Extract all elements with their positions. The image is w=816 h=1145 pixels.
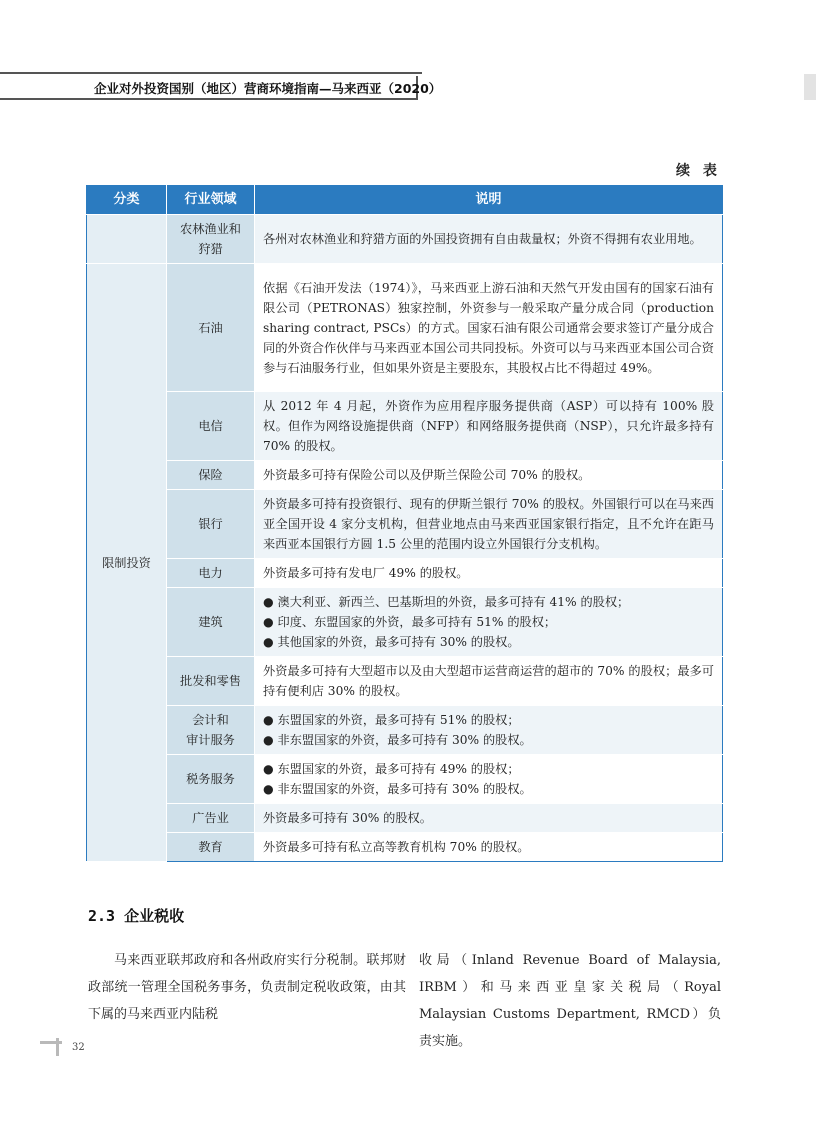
- table-row: [87, 657, 723, 706]
- header-category: 分类: [87, 186, 167, 215]
- paragraph-right-column: 收局（Inland Revenue Board of Malaysia, IRBM）和马来西亚皇家关税局（Royal Malaysian Customs Department, RMCD）负责实施。: [419, 953, 721, 1049]
- footer-flag-icon: [40, 1038, 68, 1056]
- table-row: [87, 559, 723, 588]
- sector-cell: [167, 706, 255, 755]
- sector-cell: 建筑: [167, 588, 255, 657]
- table-header-row: [87, 186, 723, 215]
- category-cell-empty: [87, 215, 167, 264]
- description-cell: [255, 588, 723, 657]
- bullet-item: ● 其他国家的外资，最多可持有 30% 的股权。: [263, 635, 520, 649]
- description-cell: [255, 755, 723, 804]
- table-row: [87, 215, 723, 264]
- table-row: [87, 392, 723, 461]
- header-description: 说明: [255, 186, 723, 215]
- bullet-item: ● 澳大利亚、新西兰、巴基斯坦的外资，最多可持有 41% 的股权；: [263, 595, 630, 609]
- table-row: [87, 588, 723, 657]
- section-heading: 2.3 企业税收: [88, 907, 185, 925]
- description-cell: 外资最多可持有大型超市以及由大型超市运营商运营的超市的 70% 的股权；最多可持有便利店 30% 的股权。: [255, 657, 723, 706]
- sector-cell: 电力: [167, 559, 255, 588]
- description-cell: 从 2012 年 4 月起，外资作为应用程序服务提供商（ASP）可以持有 100% 股权。但作为网络设施提供商（NFP）和网络服务提供商（NSP），只允许最多持有 70% 的股权。: [255, 392, 723, 461]
- sector-cell: 农林渔业和狩猎: [167, 215, 255, 264]
- paragraph-left-column: 马来西亚联邦政府和各州政府实行分税制。联邦财政部统一管理全国税务事务，负责制定税收政策，由其下属的马来西亚内陆税: [88, 953, 406, 1022]
- table-row: [87, 755, 723, 804]
- table-row: [87, 833, 723, 862]
- sector-cell: 批发和零售: [167, 657, 255, 706]
- bullet-item: ● 东盟国家的外资，最多可持有 49% 的股权；: [263, 762, 520, 776]
- table-row: [87, 706, 723, 755]
- description-cell: 外资最多可持有保险公司以及伊斯兰保险公司 70% 的股权。: [255, 461, 723, 490]
- sector-line: 会计和: [192, 713, 229, 727]
- sector-line: 审计服务: [186, 733, 235, 747]
- header-sector: 行业领域: [167, 186, 255, 215]
- description-cell: 外资最多可持有 30% 的股权。: [255, 804, 723, 833]
- page-number: 32: [72, 1042, 85, 1053]
- sector-cell: 教育: [167, 833, 255, 862]
- description-cell: [255, 706, 723, 755]
- sector-cell: 税务服务: [167, 755, 255, 804]
- table-row: [87, 461, 723, 490]
- sector-cell: 银行: [167, 490, 255, 559]
- side-tab: [804, 74, 816, 100]
- sector-cell: 石油: [167, 264, 255, 392]
- table-row: [87, 490, 723, 559]
- description-cell: 外资最多可持有私立高等教育机构 70% 的股权。: [255, 833, 723, 862]
- sector-cell: 广告业: [167, 804, 255, 833]
- sector-cell: 电信: [167, 392, 255, 461]
- description-cell: 外资最多可持有投资银行、现有的伊斯兰银行 70% 的股权。外国银行可以在马来西亚全国开设 4 家分支机构，但营业地点由马来西亚国家银行指定，且不允许在距马来西亚本国银行方圆 1.5 公里的范围内设立外国银行分支机构。: [255, 490, 723, 559]
- sector-cell: 保险: [167, 461, 255, 490]
- bullet-item: ● 非东盟国家的外资，最多可持有 30% 的股权。: [263, 782, 532, 796]
- category-cell-restricted: 限制投资: [87, 264, 167, 862]
- description-cell: 依据《石油开发法（1974）》，马来西亚上游石油和天然气开发由国有的国家石油有限公司（PETRONAS）独家控制，外资参与一般采取产量分成合同（production sharing contract, PSCs）的方式。国家石油有限公司通常会要求签订产量分成合同的外资合作伙伴与马来西亚本国公司共同投标。外资可以与马来西亚本国公司合资参与石油服务行业，但如果外资是主要股东，其股权占比不得超过 49%。: [255, 264, 723, 392]
- bullet-item: ● 东盟国家的外资，最多可持有 51% 的股权；: [263, 713, 520, 727]
- table-row: [87, 804, 723, 833]
- header-rule: [0, 72, 422, 74]
- table-row: [87, 264, 723, 392]
- bullet-item: ● 非东盟国家的外资，最多可持有 30% 的股权。: [263, 733, 532, 747]
- header-title: 企业对外投资国别（地区）营商环境指南—马来西亚（2020）: [94, 81, 442, 96]
- running-header: [0, 72, 442, 100]
- continued-label: 续 表: [676, 163, 721, 179]
- description-cell: 各州对农林渔业和狩猎方面的外国投资拥有自由裁量权；外资不得拥有农业用地。: [255, 215, 723, 264]
- description-cell: 外资最多可持有发电厂 49% 的股权。: [255, 559, 723, 588]
- bullet-item: ● 印度、东盟国家的外资，最多可持有 51% 的股权；: [263, 615, 557, 629]
- investment-restriction-table: [86, 185, 723, 862]
